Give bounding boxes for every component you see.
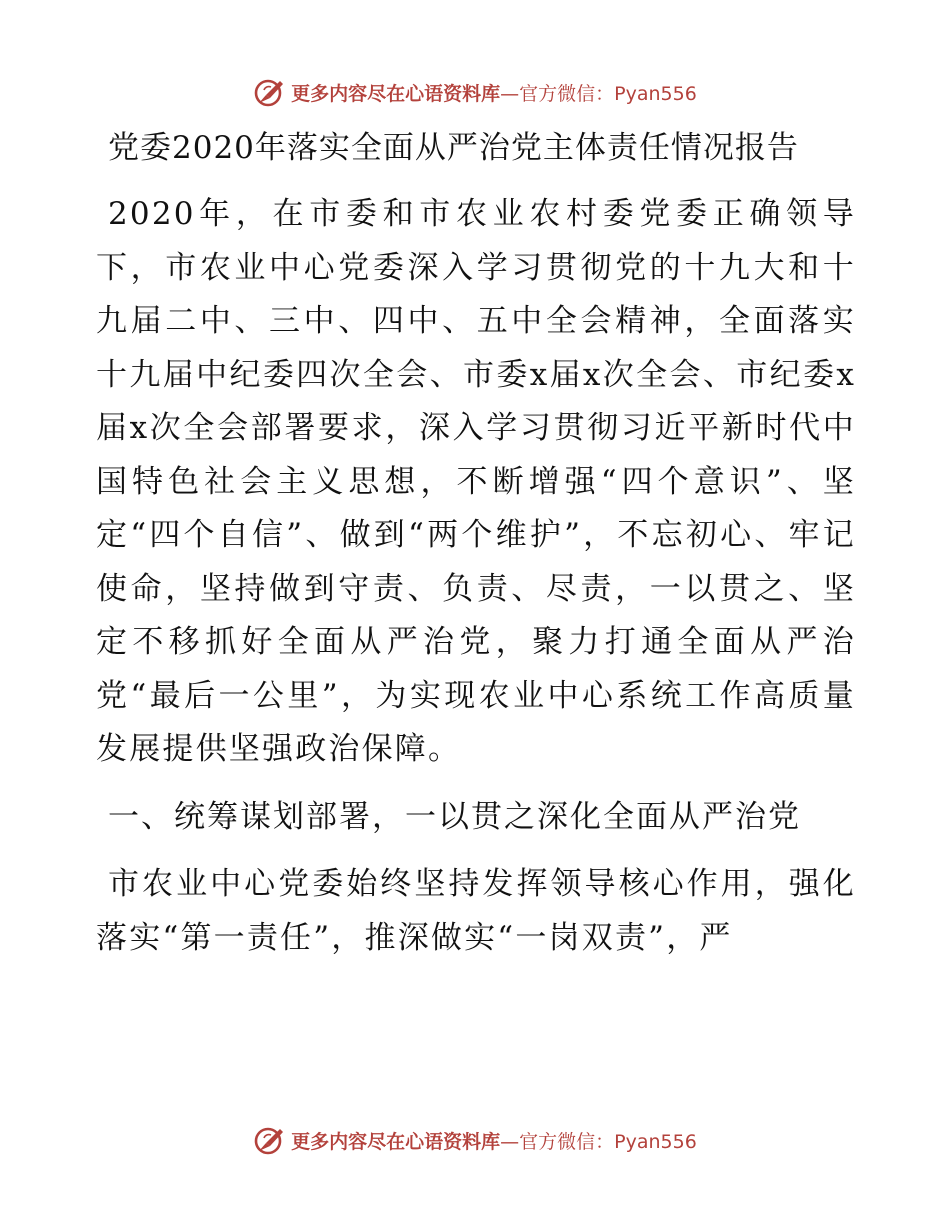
footer-watermark xyxy=(0,1120,950,1160)
pen-logo-icon xyxy=(253,76,285,108)
intro-paragraph: 2020年，在市委和市农业农村委党委正确领导下，市农业中心党委深入学习贯彻党的十九大和十九届二中、三中、四中、五中全会精神，全面落实十九届中纪委四次全会、市委x届x次全会、市纪委x届x次全会部署要求，深入学习贯彻习近平新时代中国特色社会主义思想，不断增强“四个意识”、坚定“四个自信”、做到“两个维护”，不忘初心、牢记使命，坚持做到守责、负责、尽责，一以贯之、坚定不移抓好全面从严治党，聚力打通全面从严治党“最后一公里”，为实现农业中心系统工作高质量发展提供坚强政治保障。 xyxy=(96,196,856,767)
pen-logo-icon xyxy=(253,1124,285,1156)
watermark-brand: 更多内容尽在心语资料库 xyxy=(291,82,501,105)
document-body xyxy=(96,122,856,965)
watermark-text xyxy=(291,79,697,106)
watermark-separator: — xyxy=(500,82,520,105)
section-1-heading: 一、统筹谋划部署，一以贯之深化全面从严治党 xyxy=(108,798,801,835)
watermark-text xyxy=(291,1127,697,1154)
watermark-brand: 更多内容尽在心语资料库 xyxy=(291,1130,501,1153)
watermark-separator: — xyxy=(500,1130,520,1153)
watermark-contact: 官方微信：Pyan556 xyxy=(519,1130,697,1153)
document-title: 党委2020年落实全面从严治党主体责任情况报告 xyxy=(108,130,799,166)
watermark-contact: 官方微信：Pyan556 xyxy=(519,82,697,105)
header-watermark xyxy=(0,72,950,112)
section-1-paragraph: 市农业中心党委始终坚持发挥领导核心作用，强化落实“第一责任”，推深做实“一岗双责”，严 xyxy=(96,866,856,956)
